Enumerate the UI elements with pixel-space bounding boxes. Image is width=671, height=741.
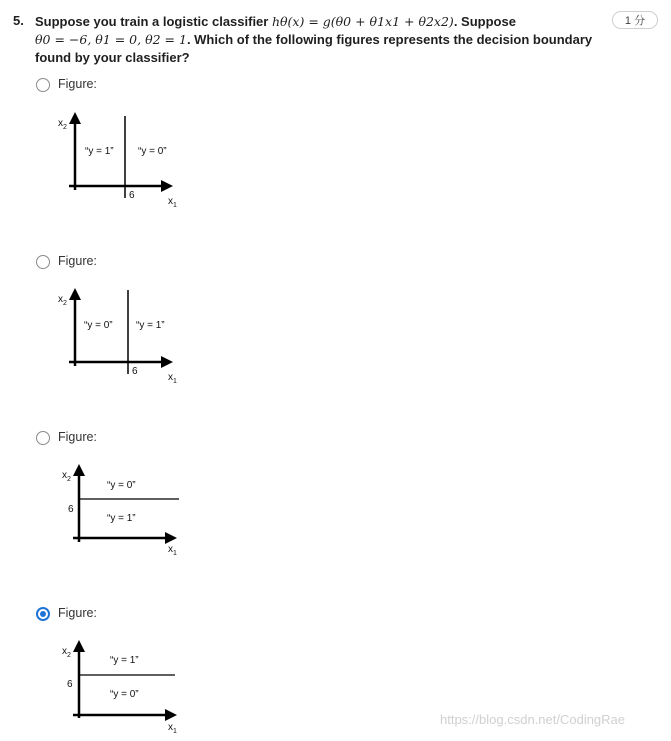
- option-3-radio[interactable]: [36, 431, 50, 445]
- question-text-a: Suppose you train a logistic classifier: [35, 14, 272, 29]
- x-axis-arrow: [165, 709, 177, 721]
- x-axis-arrow: [165, 532, 177, 544]
- y-axis-arrow: [69, 288, 81, 300]
- y-axis-arrow: [73, 464, 85, 476]
- x-axis-label: $x_1$: [168, 544, 177, 557]
- option-4-label: Figure:: [58, 606, 97, 620]
- x-axis-label: $x_1$: [168, 372, 177, 385]
- x-axis-label: $x_1$: [168, 196, 177, 209]
- figure-2: [55, 286, 185, 386]
- figure-1: [55, 110, 185, 210]
- x-axis-arrow: [161, 356, 173, 368]
- y-axis-label: $x_2$: [62, 470, 71, 483]
- option-3-label: Figure:: [58, 430, 97, 444]
- tick-label: 6: [67, 679, 73, 690]
- tick-label: 6: [129, 190, 135, 201]
- region-label-top: “y = 0”: [107, 480, 136, 491]
- y-axis-label: $x_2$: [58, 294, 67, 307]
- x-axis-arrow: [161, 180, 173, 192]
- option-2-label: Figure:: [58, 254, 97, 268]
- hypothesis-formula: hθ(x) = g(θ0 + θ1x1 + θ2x2): [271, 14, 454, 29]
- region-label-left: “y = 1”: [85, 146, 114, 157]
- figure-3: [55, 462, 185, 562]
- option-1-radio[interactable]: [36, 78, 50, 92]
- option-2-radio[interactable]: [36, 255, 50, 269]
- y-axis-arrow: [73, 640, 85, 652]
- region-label-bottom: “y = 1”: [107, 513, 136, 524]
- figure-4: [55, 638, 185, 738]
- region-label-bottom: “y = 0”: [110, 689, 139, 700]
- region-label-right: “y = 0”: [138, 146, 167, 157]
- y-axis-arrow: [69, 112, 81, 124]
- points-badge: 1 分: [612, 11, 658, 29]
- region-label-left: “y = 0”: [84, 320, 113, 331]
- watermark: https://blog.csdn.net/CodingRae: [440, 712, 626, 727]
- tick-label: 6: [132, 366, 138, 377]
- x-axis-label: $x_1$: [168, 722, 177, 735]
- option-4-radio[interactable]: [36, 607, 50, 621]
- tick-label: 6: [68, 504, 74, 515]
- y-axis-label: $x_2$: [58, 118, 67, 131]
- y-axis-label: $x_2$: [62, 646, 71, 659]
- theta-values: θ0 = −6, θ1 = 0, θ2 = 1: [35, 32, 187, 47]
- question-text: [35, 13, 595, 67]
- question-text-b: . Suppose: [453, 14, 516, 29]
- region-label-right: “y = 1”: [136, 320, 165, 331]
- option-1-label: Figure:: [58, 77, 97, 91]
- question-number: 5.: [13, 13, 24, 28]
- region-label-top: “y = 1”: [110, 655, 139, 666]
- question-text-c: . Which of the following figures represents the decision boundary found by your classifier?: [35, 32, 593, 65]
